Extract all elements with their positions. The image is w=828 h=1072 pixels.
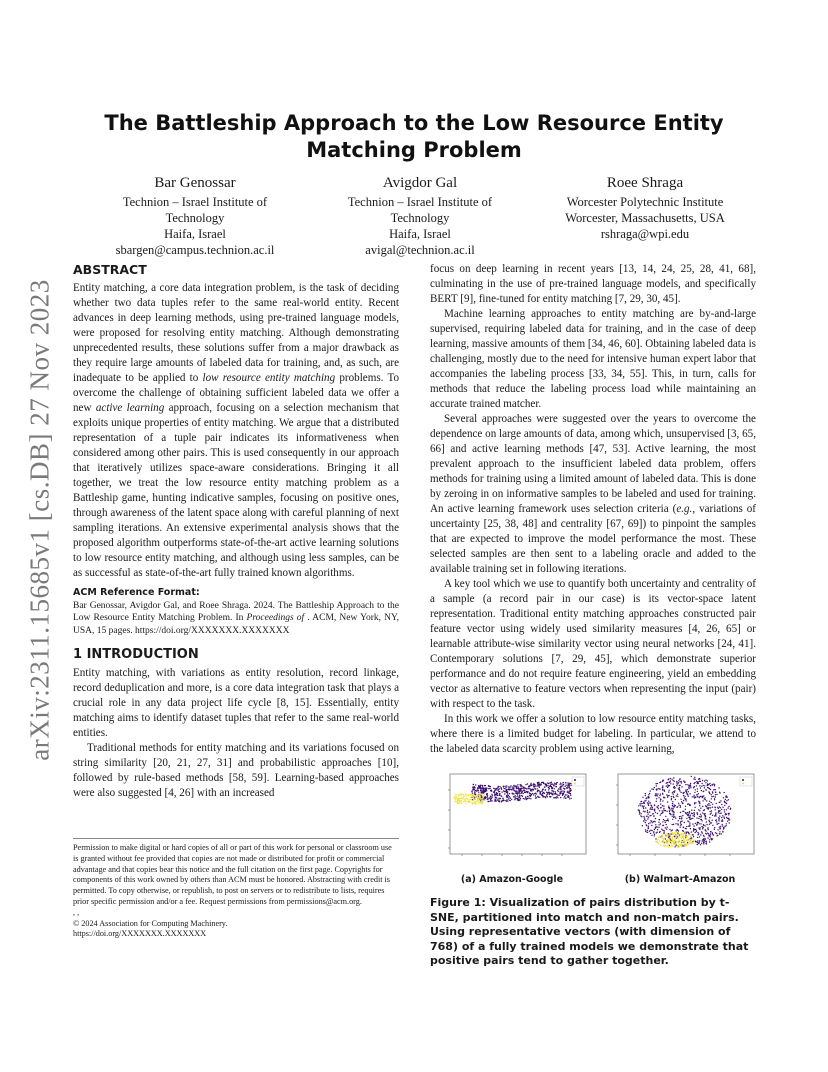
right-paragraph-4: A key tool which we use to quantify both uncertainty and centrality of a sample (a record pair in our case) is its vector-space latent representation. Traditional entity matching approaches constructed pair feature vector using widely used similarity measures [4, 26, 65] or learnable attribute-wise similarity vector using neural networks [24, 41]. Contemporary solutions [7, 29, 45], which demonstrate superior performance and do not require feature engineering, yield an embedding vector as alternative to feature vectors when representing the input (pair) with respect to the task. xyxy=(430,578,756,710)
figure-1-caption: Figure 1: Visualization of pairs distribution by t-SNE, partitioned into match and non-match pairs. Using representative vectors (with dimension of 768) of a fully trained models we demonstrate that positive pairs tend to gather together. xyxy=(430,896,749,967)
author-email[interactable]: avigal@technion.ac.il xyxy=(365,243,475,257)
arxiv-identifier: arXiv:2311.15685v1 [cs.DB] 27 Nov 2023 xyxy=(24,279,55,761)
figure-walmart-amazon xyxy=(600,770,760,888)
conference-placeholder: , , xyxy=(73,907,80,917)
author-affiliation: Technion – Israel Institute of xyxy=(122,195,268,209)
author-2 xyxy=(315,173,525,258)
permission-footnote xyxy=(73,838,399,940)
right-paragraph-1: focus on deep learning in recent years [13, 14, 24, 25, 28, 41, 68], culminating in the use of pre-trained language models, and specifically BERT [9], fine-tuned for entity matching [7, 29, 30, 45]. xyxy=(430,263,756,305)
acm-reference-text: Bar Genossar, Avigdor Gal, and Roee Shraga. 2024. The Battleship Approach to the Low Resource Entity Matching Problem. In Proceedings of . ACM, New York, NY, USA, 15 pages. https://doi.org/XXXXXXX.XXXXXXX xyxy=(73,600,399,636)
author-city: Haifa, Israel xyxy=(389,227,451,241)
author-name: Bar Genossar xyxy=(154,175,236,191)
subfigure-caption-a: (a) Amazon-Google xyxy=(460,874,564,885)
author-name: Roee Shraga xyxy=(606,175,684,191)
author-affiliation: Technion – Israel Institute of xyxy=(347,195,493,209)
doi-link[interactable]: https://doi.org/XXXXXXX.XXXXXXX xyxy=(73,929,207,939)
author-3 xyxy=(540,173,750,258)
permission-text: Permission to make digital or hard copies of all or part of this work for personal or classroom use is granted without fee provided that copies are not made or distributed for profit or commercial advantage and that copies bear this notice and the full citation on the first page. Copyrights for components of this work owned by others than ACM must be honored. Abstracting with credit is permitted. To copy otherwise, or republish, to post on servers or to redistribute to lists, requires prior specific permission and/or a fee. Request permissions from permissions@acm.org. xyxy=(73,843,392,906)
author-affiliation-cont: Technology xyxy=(165,211,225,225)
figure-1 xyxy=(432,770,762,890)
author-email[interactable]: sbargen@campus.technion.ac.il xyxy=(115,243,275,257)
author-email[interactable]: rshraga@wpi.edu xyxy=(600,227,690,241)
right-paragraph-2: Machine learning approaches to entity matching are by-and-large supervised, requiring labeled data for training, and in the case of deep learning, massive amounts of them [34, 46, 60]. Obtaining labeled data is challenging, mostly due to the need for intensive human expert labor that accompanies the labeling process [33, 34, 55]. This, in turn, calls for methods that reduce the labeling process load while maintaining an accurate trained matcher. xyxy=(430,308,756,410)
intro-paragraph-1: Entity matching, with variations as entity resolution, record linkage, record deduplication and more, is a core data integration task that plays a crucial role in any data project life cycle [8, 15]. Essentially, entity matching aims to identify dataset tuples that refer to the same real-world entities. xyxy=(73,667,399,739)
paper-title: The Battleship Approach to the Low Resource Entity Matching Problem xyxy=(104,111,724,162)
acm-reference-label: ACM Reference Format: xyxy=(73,587,200,598)
author-name: Avigdor Gal xyxy=(382,175,458,191)
author-block xyxy=(90,173,750,258)
subfigure-caption-b: (b) Walmart-Amazon xyxy=(624,874,736,885)
author-1 xyxy=(90,173,300,258)
right-column xyxy=(430,262,756,757)
arxiv-sidebar xyxy=(22,280,58,760)
abstract-text: Entity matching, a core data integration problem, is the task of deciding whether two data tuples refer to the same real-world entity. Recent advances in deep learning methods, using pre-trained language models, were proposed for resolving entity matching. Although demonstrating unprecedented results, these solutions suffer from a major drawback as they require large amounts of labeled data for training, and, as such, are inadequate to be applied to low resource entity matching problems. To overcome the challenge of obtaining sufficient labeled data we offer a new active learning approach, focusing on a selection mechanism that exploits unique properties of entity matching. We argue that a distributed representation of a tuple pair indicates its informativeness when considered among other pairs. This is used consequently in our approach that iteratively utilizes space-aware considerations. Bringing it all together, we treat the low resource entity matching problem as a Battleship game, hunting indicative samples, focusing on positive ones, through awareness of the latent space along with careful planning of next sampling iterations. An extensive experimental analysis shows that the proposed algorithm outperforms state-of-the-art active learning solutions to low resource entity matching, and although using less samples, can be as successful as state-of-the-art fully trained known algorithms. xyxy=(73,282,399,579)
author-city: Worcester, Massachusetts, USA xyxy=(565,211,725,225)
introduction-heading: 1 INTRODUCTION xyxy=(73,647,199,662)
copyright-text: © 2024 Association for Computing Machinery. xyxy=(73,918,228,928)
figure-amazon-google xyxy=(432,770,592,888)
acm-reference xyxy=(73,587,399,637)
right-paragraph-3: Several approaches were suggested over the years to overcome the dependence on large amounts of data, among which, unsupervised [3, 65, 66] and active learning methods [47, 53]. Active learning, the most prevalent approach to the insufficient labeled data problem, offers methods for training using a limited amount of labeled data. This is done by zeroing in on informative samples to be labeled and used for training. An active learning framework uses selection criteria (e.g., variations of uncertainty [25, 38, 48] and centrality [67, 69]) to pinpoint the samples that are expected to improve the model performance the most. These selected samples are then sent to a labeling oracle and added to the available training set in following iterations. xyxy=(430,413,756,575)
intro-paragraph-2: Traditional methods for entity matching and its variations focused on string similarity [20, 21, 27, 31] and probabilistic approaches [10], followed by rule-based methods [58, 59]. Learning-based approaches were also suggested [4, 26] with an increased xyxy=(73,742,399,799)
author-affiliation-cont: Technology xyxy=(390,211,450,225)
author-city: Haifa, Israel xyxy=(164,227,226,241)
abstract-heading: ABSTRACT xyxy=(73,262,147,277)
left-column xyxy=(73,262,399,801)
author-affiliation: Worcester Polytechnic Institute xyxy=(566,195,724,209)
tsne-plot-walmart-amazon xyxy=(600,770,760,870)
tsne-plot-amazon-google xyxy=(432,770,592,870)
right-paragraph-5: In this work we offer a solution to low resource entity matching tasks, where there is a limited budget for labeling. In particular, we attend to the labeled data scarcity problem using active learning, xyxy=(430,713,756,755)
